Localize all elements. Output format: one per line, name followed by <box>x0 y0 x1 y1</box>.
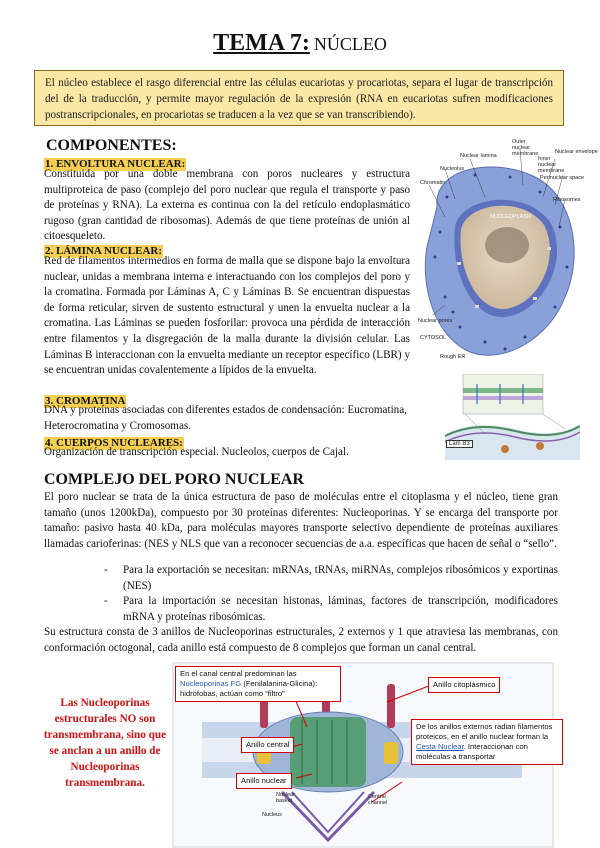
tag-nucleus: Nucleus <box>262 812 282 818</box>
intro-box: El núcleo establece el rasgo diferencial entre las células eucariotas y procariotas, separa el lugar de transcripción del de la traducción, y permite mayor regulación de la expresión (RNA en eucariotas sufren modificaciones postranscripcionales, en procariotas se traducen a la vez que se van transcribiendo). <box>34 70 564 126</box>
nucleoporinas-note: Las Nucleoporinas estructurales NO son transmembrana, sino que se anclan a un anillo de Nucleoporinas transmembrana. <box>43 697 167 789</box>
label-nucleoplasm: NUCLEOPLASM <box>490 214 532 220</box>
section-2-title-text: 2. LÁMINA NUCLEAR: <box>45 245 163 257</box>
callout-anillo-central: Anillo central <box>241 737 294 753</box>
poro-bullets <box>104 563 558 625</box>
componentes-heading: COMPONENTES: <box>46 137 177 154</box>
title-regular: NÚCLEO <box>313 34 387 54</box>
section-4-title-text: 4. CUERPOS NUCLEARES: <box>45 437 183 449</box>
section-3-text: DNA y proteínas asociadas con diferentes estados de condensación: Eucromatina, Heterocromatina y Cromosomas. <box>44 404 407 432</box>
label-ribosomes: Ribosomes <box>553 197 581 203</box>
lam-b3-tag: Lam B3 <box>446 440 473 448</box>
callout-anillo-citoplasmico: Anillo citoplásmico <box>428 677 500 693</box>
poro-bullet-export: - Para la exportación se necesitan: mRNAs, tRNAs, miRNAs, complejos ribosómicos y exportinas (NES) <box>104 564 558 592</box>
title-bold: TEMA 7: <box>213 30 310 56</box>
section-1-text: Constituida por una doble membrana con poros nucleares y estructura multiproteica de paso (complejo del poro nuclear que regula el transporte y paso de proteínas y RNA). La externa es continua con la del retículo endoplasmático rugoso (gran cantidad de ribosomas). Además de que tiene proteínas de unión al citoesqueleto. <box>44 168 410 243</box>
poro-paragraph-2: Su estructura consta de 3 anillos de Nucleoporinas estructurales, 2 externos y 1 que atraviesa las membranas, con conformación octogonal, cada anillo está compuesto de 8 complejos que forman un canal central. <box>44 626 558 654</box>
label-perinuclear-space: Perinuclear space <box>540 175 585 181</box>
label-nuclear-envelope: Nuclear envelope <box>555 149 598 155</box>
poro-paragraph-1: El poro nuclear se trata de la única estructura de paso de moléculas entre el citoplasma y el núcleo, tiene gran tamaño (unos 1200kDa), compuesto por 30 proteínas diferentes: Nucleoporinas. Y se encarga del transporte por tamaño: pasivo hasta 40 kDa, para moléculas mayores transporte selectivo dependiente de proteínas auxiliares llamadas carioferinas: (NES y NLS que van a reconocer secuencias de a.a. específicas que hacen de señal o “sello”. <box>44 491 558 550</box>
page-title <box>0 30 600 57</box>
label-chromatin: Chromatin <box>420 180 446 186</box>
section-2-text: Red de filamentos intermedios en forma de malla que se dispone bajo la envoltura nuclear, unidas a membrana interna e interactuando con los complejos del poro y la cromatina. Formada por Láminas A, C y Láminas B. Se encuentran dispuestas de forma reticular, sirven de sustento estructural y unen la envuelta nuclear a la cromatina. Las Láminas se pueden fosforilar: provoca una pérdida de interacción entre filamentos y la disgregación de la malla durante la división celular. Las Láminas B interaccionan con la envuelta mediante un receptor específico (LBR) y se encuentran unidas covalentemente a lípidos de la envuelta. <box>44 255 410 377</box>
callout-cesta-nuclear: De los anillos externos radian filamentos proteicos, en el anillo nuclear forman la Cesta Nuclear. Interaccionan con moléculas a transportar <box>411 719 563 765</box>
label-outer-membrane: Outer nuclear membrane <box>512 139 539 157</box>
label-rough-er: Rough ER <box>440 354 466 360</box>
section-1-title-text: 1. ENVOLTURA NUCLEAR: <box>45 158 186 170</box>
tag-nuclear-basket: Nuclear basket <box>276 792 295 804</box>
section-3-title-text: 3. CROMATINA <box>45 395 126 407</box>
label-nuclear-lamina: Nuclear lamina <box>460 153 497 159</box>
poro-heading: COMPLEJO DEL PORO NUCLEAR <box>44 471 305 488</box>
callout-anillo-nuclear: Anillo nuclear <box>236 773 292 789</box>
label-inner-membrane: Inner nuclear membrane <box>538 156 565 174</box>
callout-fg-nucleoporins: En el canal central predominan las Nucleoporinas FG (Fenilalanina-Glicina): hidrófobas, actúan como “filtro” <box>175 666 341 702</box>
tag-central-channel: Central channel <box>368 794 388 806</box>
poro-bullet-import: - Para la importación se necesitan histonas, láminas, factores de transcripción, modificadores mRNA y proteínas ribosómicas. <box>104 595 558 623</box>
section-4-text: Organización de transcripción especial. Nucleolos, cuerpos de Cajal. <box>44 446 349 458</box>
label-nucleolus: Nucleolus <box>440 166 465 172</box>
label-cytosol: CYTOSOL <box>420 335 447 341</box>
label-nuclear-pores: Nuclear pores <box>418 318 453 324</box>
